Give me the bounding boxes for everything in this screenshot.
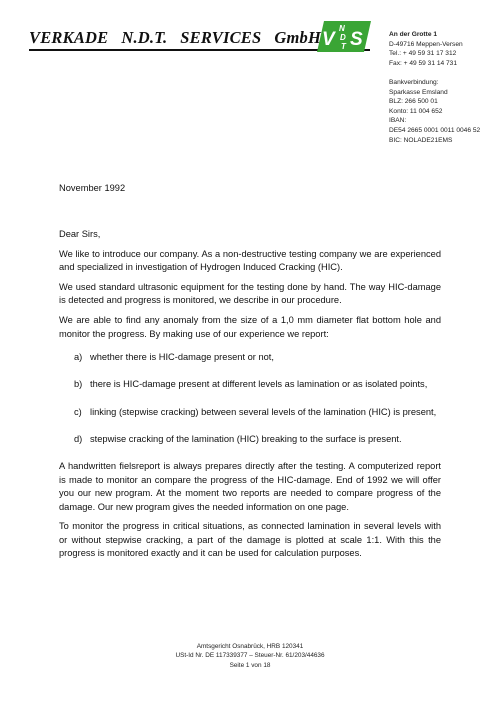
page-number: Seite 1 von 18 — [229, 661, 271, 669]
address-phone: Tel.: + 49 59 31 17 312 — [389, 50, 457, 58]
paragraph-report: A handwritten fielsreport is always prepares directly after the testing. A computerized report is made to monitor an compare the progress of the HIC-damage. End of 1992 we will offer you our new program. At the moment two reports are needed to compare progress of the damage. Our new program gives the needed information on one page. — [59, 460, 441, 512]
letter-body — [59, 228, 441, 567]
address-city: D-49716 Meppen-Versen — [389, 40, 463, 48]
list-item-letter: a) — [74, 352, 83, 363]
logo-letter-d: D — [340, 33, 346, 42]
bank-blz: BLZ: 266 500 01 — [389, 98, 438, 106]
list-item — [59, 406, 441, 420]
company-name: VERKADE N.D.T. SERVICES GmbH — [29, 28, 321, 47]
bank-account: Konto: 11 004 652 — [389, 107, 443, 115]
bank-title: Bankverbindung: — [389, 79, 439, 86]
list-item-text: stepwise cracking of the lamination (HIC) breaking to the surface is present. — [90, 433, 402, 444]
bank-iban: DE54 2665 0001 0011 0046 52 — [389, 126, 481, 134]
list-item-letter: c) — [74, 406, 82, 417]
company-logo — [317, 21, 371, 52]
list-item-text: linking (stepwise cracking) between several levels of the lamination (HIC) is present, — [90, 406, 437, 417]
logo-letter-v: V — [322, 29, 335, 50]
logo-letter-n: N — [339, 24, 345, 33]
paragraph-equipment: We used standard ultrasonic equipment for the testing done by hand. The way HIC-damage is detected and progress is monitored, we describe in our procedure. — [59, 281, 441, 306]
list-item-text: whether there is HIC-damage present or not, — [90, 352, 274, 363]
bank-bic: BIC: NOLADE21EMS — [389, 136, 453, 144]
address-fax: Fax: + 49 59 31 14 731 — [389, 59, 458, 67]
address-street: An der Grotte 1 — [389, 31, 437, 38]
list-item-letter: b) — [74, 379, 83, 390]
list-item — [59, 433, 441, 447]
letter-date: November 1992 — [59, 183, 126, 193]
list-item — [59, 351, 441, 365]
paragraph-capability: We are able to find any anomaly from the size of a 1,0 mm diameter flat bottom hole and monitor the progress. By making use of our experience we report: — [59, 314, 441, 339]
address-block — [389, 30, 463, 68]
footer-tax: USt-Id Nr. DE 117339377 – Steuer-Nr. 61/203/44636 — [175, 652, 325, 660]
bank-iban-label: IBAN: — [389, 117, 407, 125]
salutation: Dear Sirs, — [59, 229, 101, 239]
bank-block — [389, 78, 480, 145]
paragraph-monitoring: To monitor the progress in critical situations, as connected lamination in several levels with or without stepwise cracking, a part of the damage is plotted at scale 1:1. With this the progress is monitored exactly and it can be used for calculation purposes. — [59, 521, 441, 559]
paragraph-intro: We like to introduce our company. As a non-destructive testing company we are experienced and specialized in investigation of Hydrogen Induced Cracking (HIC). — [59, 248, 441, 273]
report-list — [59, 351, 441, 446]
list-item-letter: d) — [74, 433, 83, 444]
bank-name: Sparkasse Emsland — [389, 88, 448, 96]
logo-letter-t: T — [341, 42, 346, 51]
list-item — [59, 378, 441, 392]
logo-letter-s: S — [350, 29, 363, 50]
footer — [0, 642, 500, 670]
footer-court: Amtsgericht Osnabrück, HRB 120341 — [196, 643, 304, 650]
list-item-text: there is HIC-damage present at different levels as lamination or as isolated points, — [90, 379, 428, 390]
